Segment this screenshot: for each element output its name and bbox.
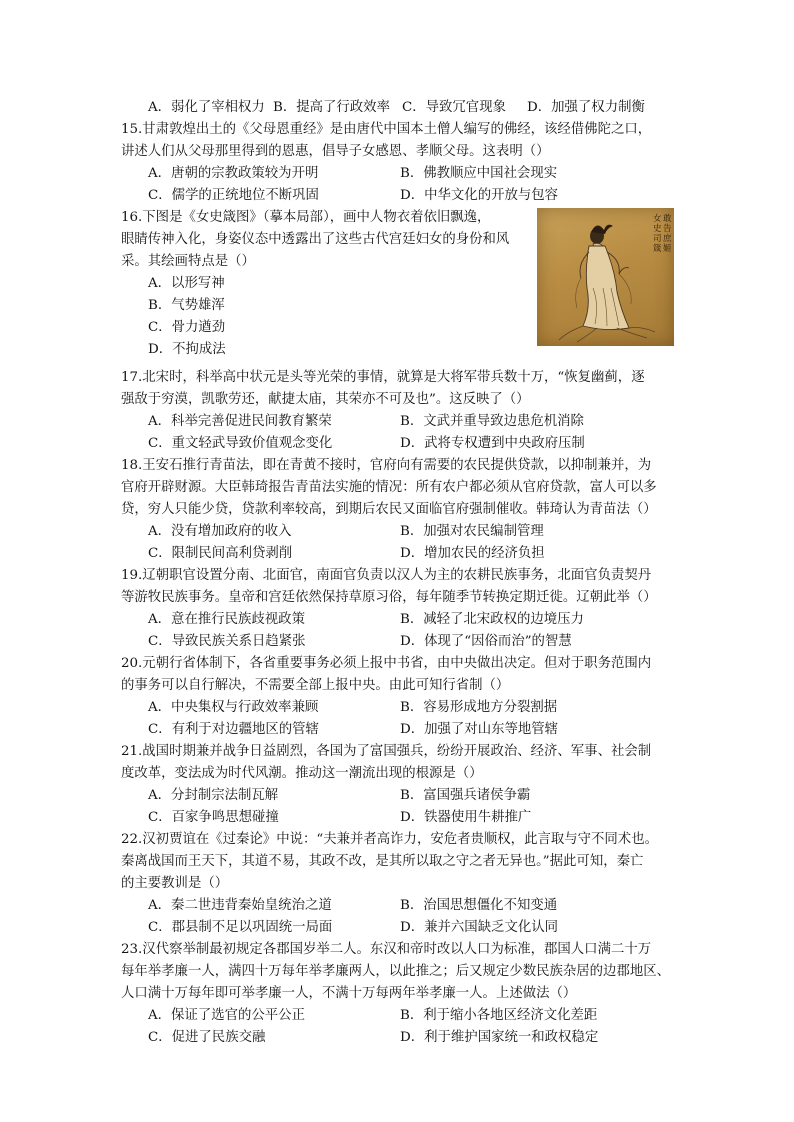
q21-option-b: B．富国强兵诸侯争霸 (400, 788, 531, 803)
q16-option-d: D．不拘成法 (148, 342, 226, 357)
admonitions-scroll-painting (537, 208, 674, 346)
painting-inscription-right: 敢告庶姬 (663, 214, 672, 254)
q18-option-d: D．增加农民的经济负担 (400, 546, 545, 561)
q20-option-d: D．加强了对山东等地管辖 (400, 722, 559, 737)
q21-option-a: A．分封制宗法制瓦解 (148, 788, 279, 803)
q14-option-b: B．提高了行政效率 (273, 100, 390, 115)
q16-stem-line-3: 采。其绘画特点是（） (121, 254, 255, 269)
q19-option-b: B．减轻了北宋政权的边境压力 (400, 612, 584, 627)
q19-option-c: C．导致民族关系日趋紧张 (148, 634, 306, 649)
q16-option-a: A．以形写神 (148, 276, 225, 291)
q17-option-b: B．文武并重导致边患危机消除 (400, 414, 584, 429)
q17-option-a: A．科举完善促进民间教育繁荣 (148, 414, 332, 429)
q15-option-a: A．唐朝的宗教政策较为开明 (148, 166, 319, 181)
q21-stem-line-2: 度改革，变法成为时代风潮。推动这一潮流出现的根源是（） (121, 766, 483, 781)
q22-option-d: D．兼并六国缺乏文化认同 (400, 920, 559, 935)
q17-option-c: C．重文轻武导致价值观念变化 (148, 436, 333, 451)
q20-option-c: C．有利于对边疆地区的管辖 (148, 722, 319, 737)
q18-option-c: C．限制民间高利贷剥削 (148, 546, 293, 561)
q21-stem-line-1: 21.战国时期兼并战争日益剧烈，各国为了富国强兵，纷纷开展政治、经济、军事、社会制 (121, 744, 652, 759)
q21-option-c: C．百家争鸣思想碰撞 (148, 810, 279, 825)
q17-option-d: D．武将专权遭到中央政府压制 (400, 436, 585, 451)
q18-stem-line-3: 贷，穷人只能少贷，贷款利率较高，到期后农民又面临官府强制催收。韩琦认为青苗法（） (121, 502, 657, 517)
q22-stem-line-3: 的主要教训是（） (121, 876, 229, 891)
q15-option-b: B．佛教顺应中国社会现实 (400, 166, 558, 181)
q20-option-b: B．容易形成地方分裂割据 (400, 700, 558, 715)
q22-option-b: B．治国思想僵化不知变通 (400, 898, 558, 913)
q20-stem-line-1: 20.元朝行省体制下，各省重要事务必须上报中书省，由中央做出决定。但对于职务范围内 (121, 656, 652, 671)
q21-option-d: D．铁器使用牛耕推广 (400, 810, 532, 825)
q15-stem-line-1: 15.甘肃敦煌出土的《父母恩重经》是由唐代中国本土僧人编写的佛经，该经借佛陀之口， (121, 122, 652, 137)
q22-option-a: A．秦二世违背秦始皇统治之道 (148, 898, 332, 913)
q16-stem-line-1: 16.下图是《女史箴图》（摹本局部），画中人物衣着依旧飘逸， (121, 210, 491, 225)
q19-stem-line-1: 19.辽朝职官设置分南、北面官，南面官负责以汉人为主的农耕民族事务，北面官负责契丹 (121, 568, 652, 583)
q20-option-a: A．中央集权与行政效率兼顾 (148, 700, 319, 715)
q18-stem-line-2: 官府开辟财源。大臣韩琦报告青苗法实施的情况：所有农户都必须从官府贷款，富人可以多 (121, 480, 657, 495)
q23-option-d: D．利于维护国家统一和政权稳定 (400, 1030, 599, 1045)
q22-stem-line-1: 22.汉初贾谊在《过秦论》中说：“夫兼并者高诈力，安危者贵顺权，此言取与守不同术也。 (121, 832, 658, 847)
q16-option-c: C．骨力遒劲 (148, 320, 226, 335)
q14-option-c: C．导致冗官现象 (402, 100, 506, 115)
q18-option-b: B．加强对农民编制管理 (400, 524, 544, 539)
q15-option-d: D．中华文化的开放与包容 (400, 188, 559, 203)
q22-option-c: C．郡县制不足以巩固统一局面 (148, 920, 333, 935)
q16-stem-line-2: 眼睛传神入化，身姿仪态中透露出了这些古代宫廷妇女的身份和风 (121, 232, 510, 247)
q15-option-c: C．儒学的正统地位不断巩固 (148, 188, 319, 203)
q19-stem-line-2: 等游牧民族事务。皇帝和宫廷依然保持草原习俗，每年随季节转换定期迁徙。辽朝此举（） (121, 590, 657, 605)
q23-stem-line-3: 人口满十万每年即可举孝廉一人，不满十万每两年举孝廉一人。上述做法（） (121, 986, 577, 1001)
q14-option-d: D．加强了权力制衡 (527, 100, 645, 115)
q15-stem-line-2: 讲述人们从父母那里得到的恩惠，倡导子女感恩、孝顺父母。这表明（） (121, 144, 550, 159)
q23-option-a: A．保证了选官的公平公正 (148, 1008, 305, 1023)
q20-stem-line-2: 的事务可以自行解决，不需要全部上报中央。由此可知行省制（） (121, 678, 510, 693)
q19-option-a: A．意在推行民族歧视政策 (148, 612, 305, 627)
q18-option-a: A．没有增加政府的收入 (148, 524, 292, 539)
q23-stem-line-2: 每年举孝廉一人，满四十万每年举孝廉两人，以此推之；后又规定少数民族杂居的边郡地区、 (121, 964, 671, 979)
q22-stem-line-2: 秦离战国而王天下，其道不易，其政不改，是其所以取之守之者无异也。”据此可知，秦亡 (121, 854, 644, 869)
q14-option-a: A．弱化了宰相权力 (148, 100, 265, 115)
q23-stem-line-1: 23.汉代察举制最初规定各郡国岁举二人。东汉和帝时改以人口为标准，郡国人口满二十万 (121, 942, 652, 957)
q18-stem-line-1: 18.王安石推行青苗法，即在青黄不接时，官府向有需要的农民提供贷款，以抑制兼并，为 (121, 458, 652, 473)
q19-option-d: D．体现了“因俗而治”的智慧 (400, 634, 572, 649)
q23-option-c: C．促进了民族交融 (148, 1030, 266, 1045)
q17-stem-line-1: 17.北宋时，科举高中状元是头等光荣的事情，就算是大将军带兵数十万，“恢复幽蓟，逐 (121, 370, 645, 385)
q16-option-b: B．气势雄浑 (148, 298, 225, 313)
q23-option-b: B．利于缩小各地区经济文化差距 (400, 1008, 598, 1023)
q17-stem-line-2: 强敌于穷漠，凯歌劳还，献捷太庙，其荣亦不可及也”。这反映了（） (121, 392, 530, 407)
painting-inscription-left: 女史司箴 (653, 214, 662, 254)
